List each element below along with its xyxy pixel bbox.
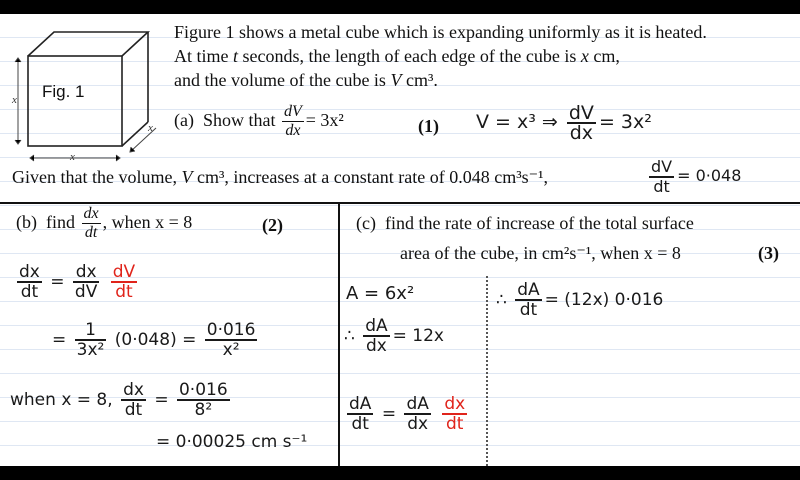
part-b-marks: (2) — [262, 215, 283, 235]
part-b-question: (b) find $\frac{dx}{dt}$ , when x = 8 — [16, 205, 193, 242]
part-c-question-line-2: area of the cube, in cm²s⁻¹, when x = 8 — [400, 243, 681, 263]
given-working: $\frac{dV}{dt}$ = 0·048 — [651, 156, 742, 196]
part-b-working-line-3: when x = 8, $\frac{dx}{dt}$ = $\frac{0\cdot 016}{\text{8²}}$ — [10, 380, 228, 420]
vertical-divider — [338, 202, 340, 466]
dotted-divider — [486, 276, 488, 466]
part-b-working-line-1: $\frac{dx}{dt}$ = $\frac{dx}{dV}$ $\frac{dV}{dt}$ — [19, 262, 136, 302]
given-line: Given that the volume, V cm³, increases at a constant rate of 0.048 cm³s⁻¹, — [12, 167, 549, 187]
part-a-working: V = x³ ⇒ $\frac{dV}{dx}$ = 3x² — [476, 101, 652, 144]
part-c-working-line-1: A = 6x² — [346, 283, 415, 304]
intro-line-2: At time t seconds, the length of each edge of the cube is x cm, — [174, 46, 620, 66]
cube-figure — [8, 24, 168, 164]
part-c-working-line-3: $\frac{dA}{dt}$ = $\frac{dA}{dx}$ $\frac{dx}{dt}$ — [349, 394, 466, 434]
part-a-marks: (1) — [418, 116, 439, 136]
part-c-working-line-2: ∴ $\frac{dA}{dx}$ = 12x — [344, 316, 444, 356]
edge-label-depth: x — [148, 122, 153, 134]
part-a-derivative: $\frac{dV}{dx}$ — [284, 103, 302, 140]
part-c-working-result: ∴ $\frac{dA}{dt}$ = (12x) 0·016 — [496, 280, 664, 320]
edge-label-left: x — [12, 94, 17, 106]
part-b-working-line-2: = $\frac{1}{\text{3x²}}$ (0·048) = $\frac{0\cdot 016}{\text{x²}}$ — [52, 320, 256, 360]
intro-line-3: and the volume of the cube is V cm³. — [174, 70, 438, 90]
edge-label-bottom: x — [70, 151, 75, 163]
figure-label: Fig. 1 — [42, 82, 85, 101]
part-c-marks: (3) — [758, 243, 779, 263]
part-b-derivative: $\frac{dx}{dt}$ — [83, 205, 99, 242]
part-b-answer: = 0·00025 cm s⁻¹ — [156, 432, 308, 452]
part-c-question-line-1: (c) find the rate of increase of the total surface — [356, 213, 694, 233]
part-a-question: (a) Show that $\frac{dV}{dx}$ = 3x² — [174, 103, 344, 140]
worksheet-page — [0, 14, 800, 466]
intro-line-1: Figure 1 shows a metal cube which is expanding uniformly as it is heated. — [174, 22, 707, 42]
